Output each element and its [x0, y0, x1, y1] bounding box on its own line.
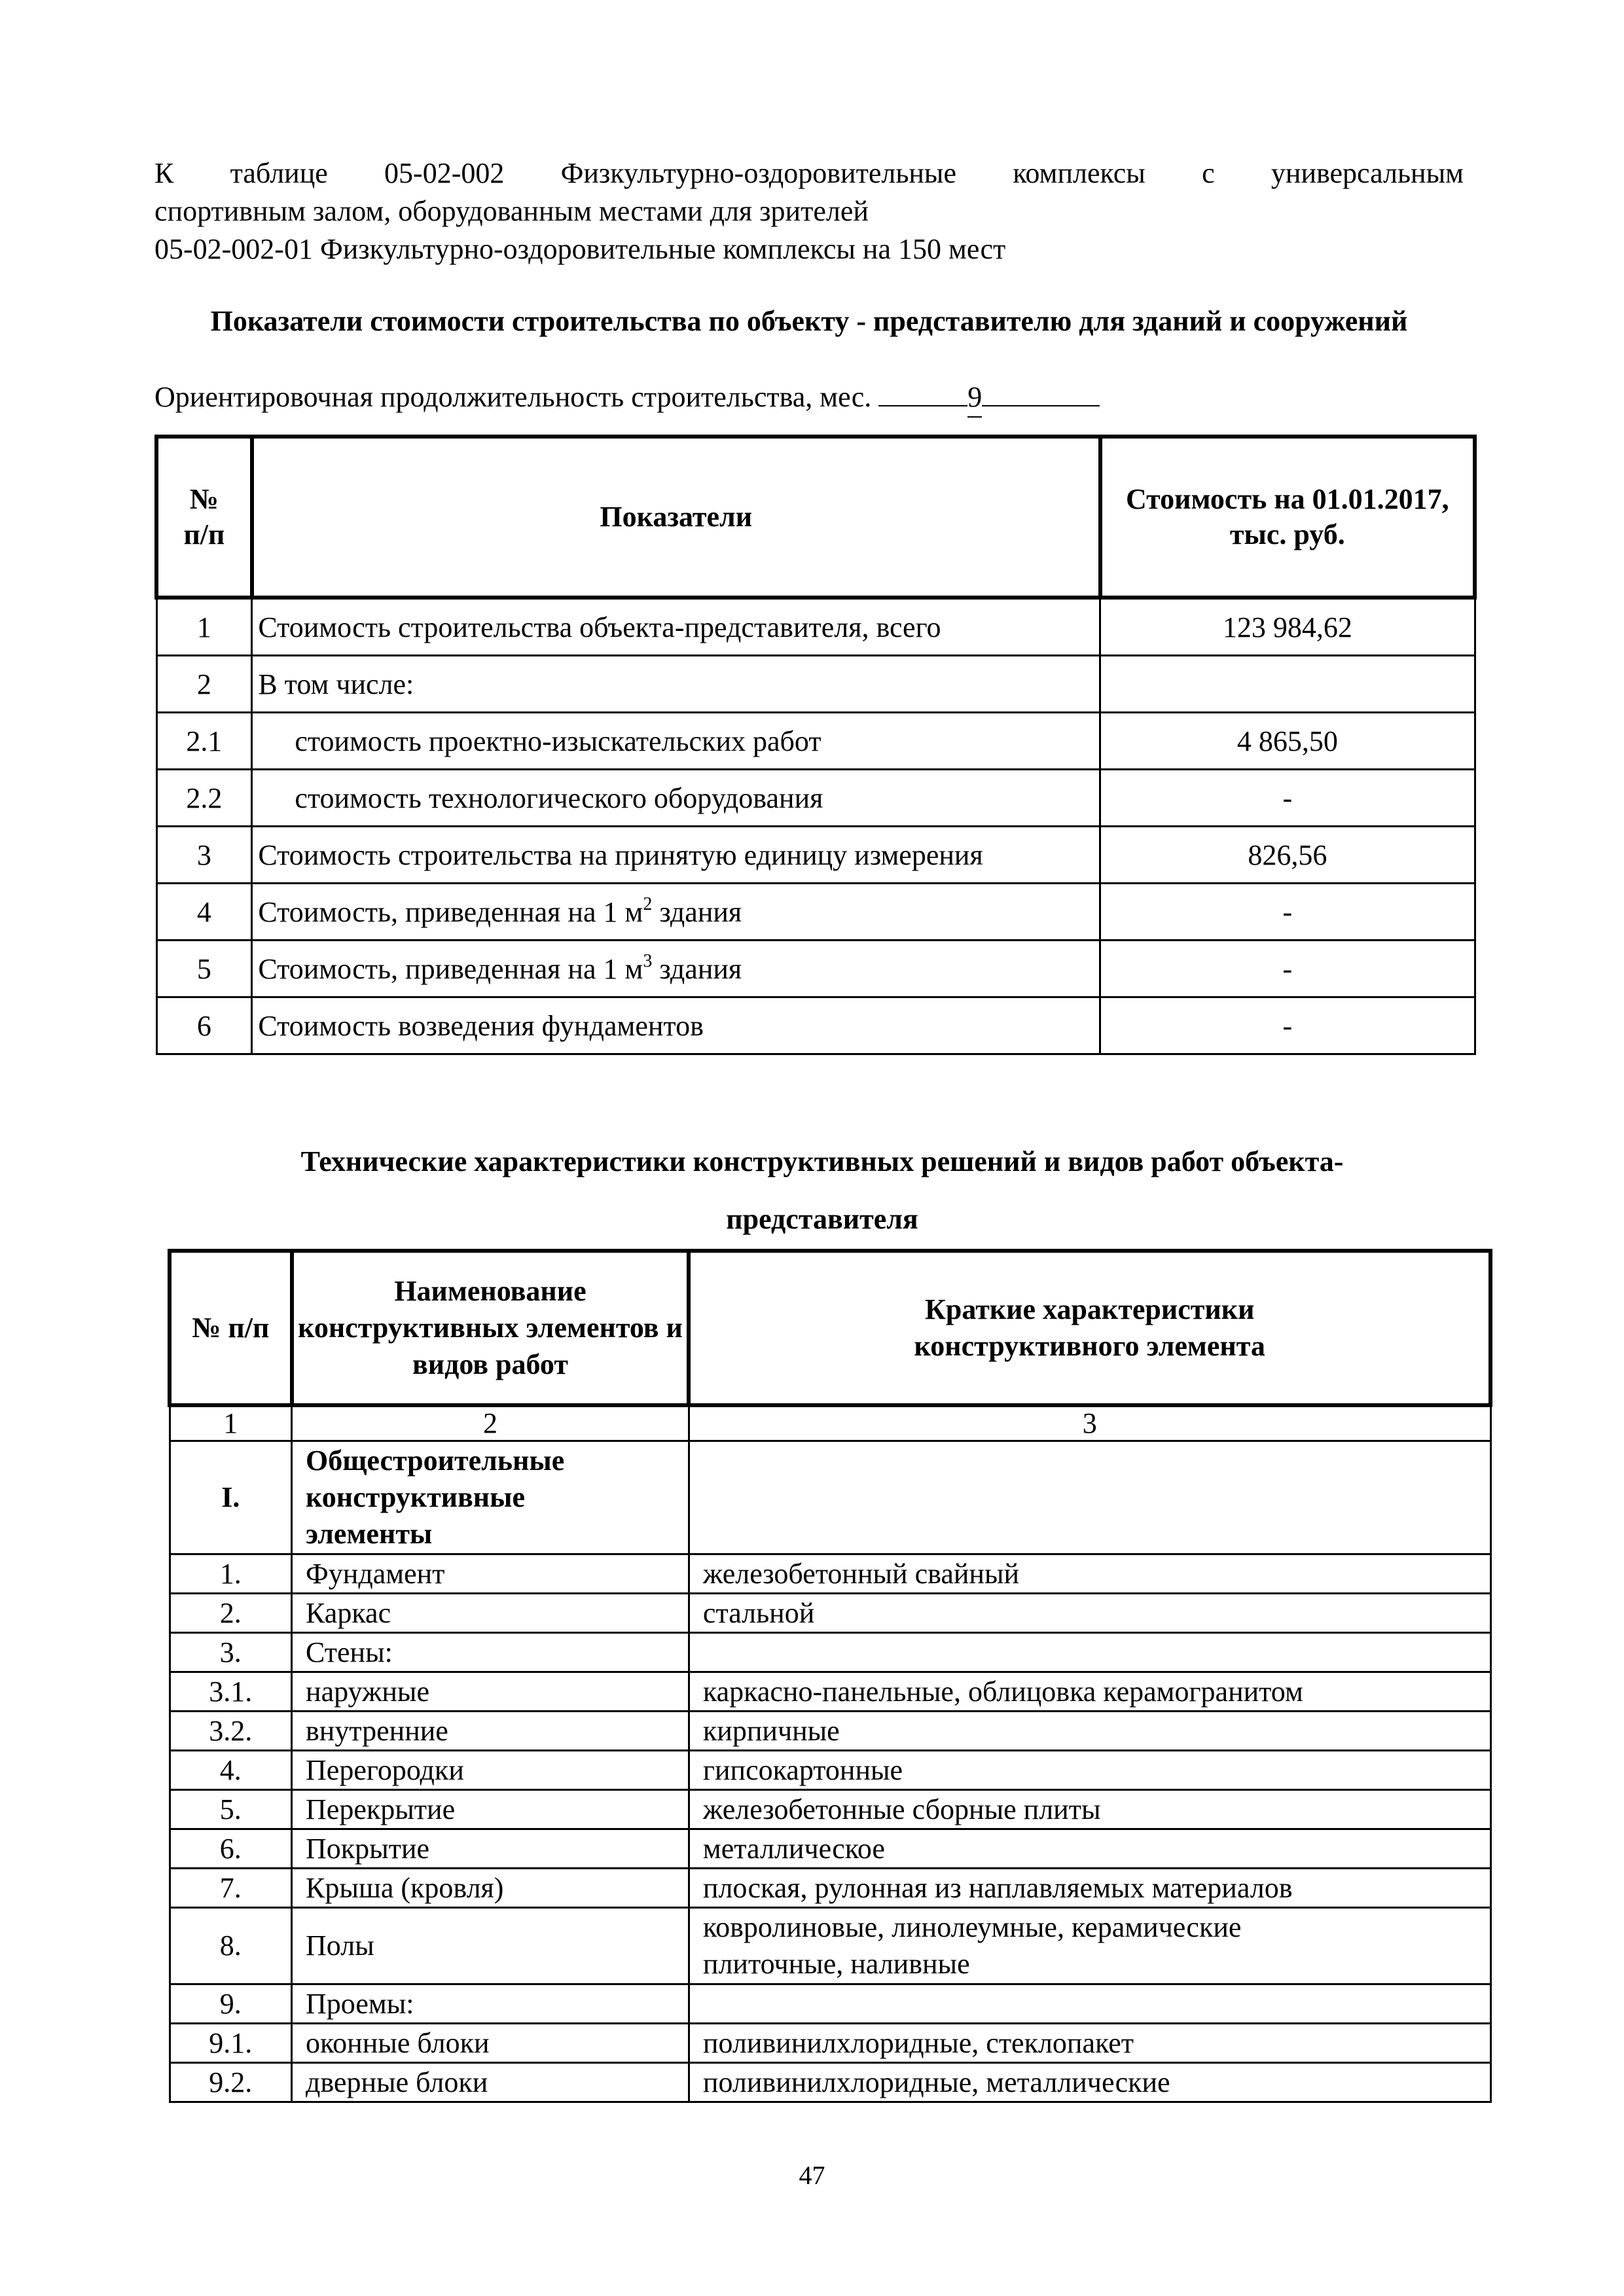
t2-cell-num: 4.	[170, 1751, 292, 1790]
table-row	[170, 1712, 1490, 1751]
column-index: 2	[292, 1405, 689, 1441]
t1-cell-name: стоимость проектно-изыскательских работ	[252, 713, 1100, 770]
column-index-row	[170, 1405, 1490, 1441]
table-row	[170, 1554, 1490, 1594]
t2-cell-num: 3.1.	[170, 1672, 292, 1712]
t2-cell-desc: поливинилхлоридные, металлические	[689, 2063, 1490, 2102]
t2-header-desc: Краткие характеристики конструктивного элемента	[689, 1251, 1490, 1405]
t1-cell-name	[252, 884, 1100, 941]
t2-cell-desc: ковролиновые, линолеумные, керамические плиточные, наливные	[689, 1908, 1490, 1984]
table-row	[170, 2063, 1490, 2102]
t2-cell-num: 9.1.	[170, 2024, 292, 2063]
t1-cell-name: В том числе:	[252, 656, 1100, 713]
t1-cell-name: Стоимость строительства на принятую единицу измерения	[252, 827, 1100, 884]
t1-cell-name: Стоимость строительства объекта-представителя, всего	[252, 598, 1100, 656]
t1-cell-num: 2.2	[156, 770, 252, 827]
duration-label: Ориентировочная продолжительность строительства, мес.	[154, 381, 872, 413]
table-row	[170, 1984, 1490, 2024]
column-index: 3	[689, 1405, 1490, 1441]
t1-name-text: Стоимость, приведенная на 1 м	[258, 895, 643, 928]
table-row	[170, 1633, 1490, 1672]
section1-title: Показатели стоимости строительства по объекту - представителю для зданий и сооружений	[210, 305, 1408, 337]
t2-cell-desc: поливинилхлоридные, стеклопакет	[689, 2024, 1490, 2063]
table-row	[156, 884, 1475, 941]
t2-cell-num: 8.	[170, 1908, 292, 1984]
t2-cell-num: 3.2.	[170, 1712, 292, 1751]
table-row	[170, 1908, 1490, 1984]
t2-cell-num: 7.	[170, 1869, 292, 1908]
t1-cell-value: 4 865,50	[1100, 713, 1475, 770]
table-row	[170, 1594, 1490, 1633]
table-row	[170, 1869, 1490, 1908]
t2-cell-num: I.	[170, 1441, 292, 1554]
t1-name-superscript: 2	[643, 893, 653, 914]
t2-cell-name: наружные	[292, 1672, 689, 1712]
duration-line	[154, 378, 1100, 418]
t2-header-name: Наименование конструктивных элементов и видов работ	[292, 1251, 689, 1405]
t2-cell-num: 9.2.	[170, 2063, 292, 2102]
t2-cell-name: Покрытие	[292, 1829, 689, 1869]
t1-cell-value: 826,56	[1100, 827, 1475, 884]
table-row	[156, 827, 1475, 884]
t2-cell-desc	[689, 1984, 1490, 2024]
t2-cell-desc: металлическое	[689, 1829, 1490, 1869]
t1-cell-value: 123 984,62	[1100, 598, 1475, 656]
table-row	[156, 656, 1475, 713]
table-row	[170, 1790, 1490, 1829]
duration-value: 9	[967, 378, 982, 418]
technical-characteristics-table	[168, 1249, 1492, 2103]
t2-cell-desc	[689, 1633, 1490, 1672]
t1-cell-value: -	[1100, 941, 1475, 997]
t2-cell-name: оконные блоки	[292, 2024, 689, 2063]
table-row	[170, 2024, 1490, 2063]
section2-title-line2: представителя	[726, 1203, 918, 1235]
t1-cell-num: 2.1	[156, 713, 252, 770]
t1-header-name: Показатели	[252, 437, 1100, 598]
t1-cell-name: Стоимость возведения фундаментов	[252, 997, 1100, 1054]
table-row	[170, 1829, 1490, 1869]
t2-cell-name: внутренние	[292, 1712, 689, 1751]
t2-cell-num: 1.	[170, 1554, 292, 1594]
t2-header-num: № п/п	[170, 1251, 292, 1405]
t2-cell-num: 5.	[170, 1790, 292, 1829]
cost-indicators-table	[154, 435, 1477, 1055]
intro-line-1b: спортивным залом, оборудованным местами для зрителей	[154, 195, 869, 227]
t2-cell-desc: кирпичные	[689, 1712, 1490, 1751]
t1-cell-value: -	[1100, 884, 1475, 941]
t2-cell-name: Перегородки	[292, 1751, 689, 1790]
t2-cell-name: Перекрытие	[292, 1790, 689, 1829]
t2-cell-desc: стальной	[689, 1594, 1490, 1633]
table-row	[170, 1751, 1490, 1790]
intro-line-2: 05-02-002-01 Физкультурно-оздоровительные комплексы на 150 мест	[154, 233, 1006, 265]
t2-cell-name: Общестроительные конструктивные элементы	[292, 1441, 689, 1554]
t1-cell-value	[1100, 656, 1475, 713]
t1-name-tail: здания	[652, 895, 742, 928]
t2-cell-desc: каркасно-панельные, облицовка керамогранитом	[689, 1672, 1490, 1712]
intro-text	[154, 154, 1464, 230]
column-index: 1	[170, 1405, 292, 1441]
table-row	[156, 770, 1475, 827]
t1-cell-value: -	[1100, 997, 1475, 1054]
t2-cell-desc: железобетонный свайный	[689, 1554, 1490, 1594]
t2-cell-desc: железобетонные сборные плиты	[689, 1790, 1490, 1829]
t2-cell-name: Каркас	[292, 1594, 689, 1633]
t1-cell-num: 6	[156, 997, 252, 1054]
t1-cell-name: стоимость технологического оборудования	[252, 770, 1100, 827]
t2-cell-desc: плоская, рулонная из наплавляемых материалов	[689, 1869, 1490, 1908]
table-row	[170, 1441, 1490, 1554]
duration-underline-right	[982, 405, 1100, 406]
page-number: 47	[799, 2161, 825, 2190]
t2-cell-num: 6.	[170, 1829, 292, 1869]
t2-cell-num: 2.	[170, 1594, 292, 1633]
t2-cell-name: Фундамент	[292, 1554, 689, 1594]
intro-line-1a: К таблице 05-02-002 Физкультурно-оздоровительные комплексы с универсальным	[154, 157, 1464, 189]
table-row	[170, 1672, 1490, 1712]
t1-name-superscript: 3	[643, 950, 653, 971]
t1-cell-num: 2	[156, 656, 252, 713]
t1-cell-num: 3	[156, 827, 252, 884]
table-row	[156, 713, 1475, 770]
t1-name-tail: здания	[652, 952, 742, 985]
t1-cell-num: 1	[156, 598, 252, 656]
t1-cell-num: 5	[156, 941, 252, 997]
t2-cell-desc	[689, 1441, 1490, 1554]
duration-underline-left	[878, 405, 967, 406]
t2-cell-name: дверные блоки	[292, 2063, 689, 2102]
t2-cell-name: Стены:	[292, 1633, 689, 1672]
t2-cell-name: Полы	[292, 1908, 689, 1984]
t2-cell-desc: гипсокартонные	[689, 1751, 1490, 1790]
t1-header-value: Стоимость на 01.01.2017, тыс. руб.	[1100, 437, 1475, 598]
table-row	[156, 941, 1475, 997]
t2-cell-num: 9.	[170, 1984, 292, 2024]
table-row	[156, 997, 1475, 1054]
t1-cell-num: 4	[156, 884, 252, 941]
section2-title-line1: Технические характеристики конструктивных решений и видов работ объекта-	[300, 1145, 1344, 1177]
t1-name-text: Стоимость, приведенная на 1 м	[258, 952, 643, 985]
t1-cell-name	[252, 941, 1100, 997]
t2-cell-name: Проемы:	[292, 1984, 689, 2024]
t1-cell-value: -	[1100, 770, 1475, 827]
t2-cell-num: 3.	[170, 1633, 292, 1672]
t2-cell-name: Крыша (кровля)	[292, 1869, 689, 1908]
t1-header-num: № п/п	[156, 437, 252, 598]
table-row	[156, 598, 1475, 656]
